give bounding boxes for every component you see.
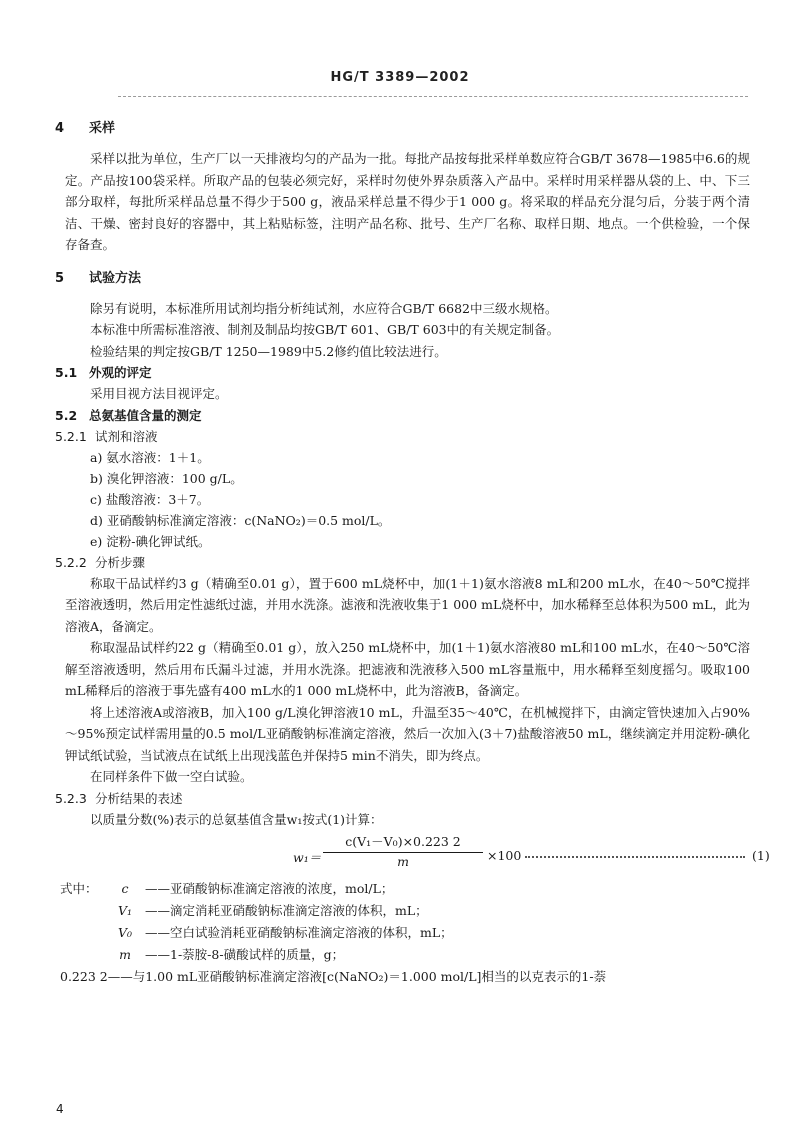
section-title: 试剂和溶液 [95, 428, 158, 444]
section-5-2-2-heading [55, 552, 755, 573]
formula-denominator: m [397, 854, 409, 869]
formula-leader-dots [525, 856, 745, 858]
page-header-standard-code: HG/T 3389—2002 [330, 70, 470, 85]
formula-1 [55, 832, 770, 876]
section-title: 采样 [89, 121, 116, 136]
section-5-1-heading [55, 362, 755, 383]
procedure-paragraph: 在同样条件下做一空白试验。 [90, 769, 253, 784]
definition-row [55, 922, 755, 944]
section-number: 5.2.1 [55, 428, 87, 444]
page-number: 4 [56, 1102, 64, 1116]
reagent-item: d) 亚硝酸钠标准滴定溶液：c(NaNO₂)＝0.5 mol/L。 [90, 512, 391, 528]
procedure-paragraph: 将上述溶液A或溶液B，加入100 g/L溴化钾溶液10 mL，升温至35～40℃，在机械搅拌下，由滴定管快速加入占90%～95%预定试样需用量的0.5 mol/L亚硝酸钠标准滴定溶液，然后一次加入(3＋7)盐酸溶液50 mL，继续滴定并用淀粉-碘化钾试纸试验，当试液点在试纸上出现浅蓝色并保持5 min不消失，即为终点。 [65, 704, 750, 763]
definition-label [55, 944, 105, 966]
section-title: 分析结果的表述 [95, 790, 183, 806]
section-5-heading [55, 268, 755, 290]
definition-symbol: V₀ [117, 925, 133, 940]
section-5-intro-3: 检验结果的判定按GB/T 1250—1989中5.2修约值比较法进行。 [90, 343, 447, 359]
definition-label: 式中： [60, 881, 98, 896]
definition-row [55, 944, 755, 966]
definition-label [55, 900, 105, 922]
formula-lhs: w₁＝ [293, 850, 322, 865]
header-divider [118, 96, 748, 97]
formula-numerator: c(V₁－V₀)×0.223 2 [323, 832, 483, 853]
section-4-heading [55, 118, 755, 140]
definition-row [55, 878, 755, 900]
document-body [55, 118, 770, 987]
procedure-paragraph: 称取干品试样约3 g（精确至0.01 g），置于600 mL烧杯中，加(1＋1)氨水溶液8 mL和200 mL水，在40～50℃搅拌至溶液透明，然后用定性滤纸过滤，并用水洗涤。滤液和洗液收集于1 000 mL烧杯中，加水稀释至总体积为500 mL，此为溶液A，备滴定。 [65, 575, 750, 634]
section-number: 5.1 [55, 365, 78, 380]
constant-footnote: 0.223 2——与1.00 mL亚硝酸钠标准滴定溶液[c(NaNO₂)＝1.000 mol/L]相当的以克表示的1-萘 [60, 969, 607, 984]
reagent-item: e) 淀粉-碘化钾试纸。 [90, 533, 211, 549]
section-number: 5.2.3 [55, 790, 87, 806]
result-intro: 以质量分数(%)表示的总氨基值含量w₁按式(1)计算： [90, 811, 383, 827]
definition-text: ——空白试验消耗亚硝酸钠标准滴定溶液的体积，mL； [145, 925, 453, 940]
definition-row [55, 900, 755, 922]
formula-definitions [55, 878, 755, 966]
section-number: 5 [55, 270, 65, 286]
formula-multiplier: ×100 [487, 848, 522, 863]
reagent-item: b) 溴化钾溶液：100 g/L。 [90, 470, 243, 486]
definition-text: ——亚硝酸钠标准滴定溶液的浓度，mol/L； [145, 881, 394, 896]
definition-symbol: V₁ [117, 903, 133, 918]
definition-text: ——滴定消耗亚硝酸钠标准滴定溶液的体积，mL； [145, 903, 428, 918]
definition-symbol: c [121, 881, 129, 896]
section-5-intro-2: 本标准中所需标准溶液、制剂及制品均按GB/T 601、GB/T 603中的有关规定制备。 [90, 322, 560, 337]
section-number: 5.2 [55, 407, 78, 423]
section-5-2-3-heading [55, 788, 755, 809]
section-title: 总氨基值含量的测定 [89, 407, 202, 423]
definition-symbol: m [119, 947, 131, 962]
procedure-paragraph: 称取湿品试样约22 g（精确至0.01 g），放入250 mL烧杯中，加(1＋1)氨水溶液80 mL和100 mL水，在40～50℃溶解至溶液透明，然后用布氏漏斗过滤，并用水洗涤。把滤液和洗液移入500 mL容量瓶中，用水稀释至刻度摇匀。吸取100 mL稀释后的溶液于事先盛有400 mL水的1 000 mL烧杯中，此为溶液B，备滴定。 [65, 640, 750, 698]
formula-equation-number: (1) [752, 848, 770, 863]
reagent-item: a) 氨水溶液：1＋1。 [90, 449, 210, 465]
section-title: 外观的评定 [89, 365, 152, 380]
definition-label [55, 922, 105, 944]
section-number: 4 [55, 121, 65, 136]
reagent-item: c) 盐酸溶液：3＋7。 [90, 491, 210, 507]
section-5-2-1-heading [55, 426, 755, 447]
formula-fraction [323, 832, 483, 869]
section-5-2-heading [55, 405, 755, 426]
section-4-paragraph: 采样以批为单位，生产厂以一天排液均匀的产品为一批。每批产品按每批采样单数应符合GB/T 3678—1985中6.6的规定。产品按100袋采样。所取产品的包装必须完好，采样时勿使外界杂质落入产品中。采样时用采样器从袋的上、中、下三部分取样，每批所采样品总量不得少于500 g，液品采样总量不得少于1 000 g。将采取的样品充分混匀后，分装于两个清洁、干燥、密封良好的容器中，其上粘贴标签，注明产品名称、批号、生产厂名称、取样日期、地点。一个供检验，一个保存备查。 [65, 151, 750, 252]
section-title: 分析步骤 [95, 554, 146, 570]
section-5-intro-1: 除另有说明，本标准所用试剂均指分析纯试剂，水应符合GB/T 6682中三级水规格。 [90, 300, 558, 316]
section-number: 5.2.2 [55, 554, 87, 570]
section-title: 试验方法 [89, 270, 142, 286]
definition-text: ——1-萘胺-8-磺酸试样的质量，g； [145, 947, 345, 962]
section-5-1-text: 采用目视方法目视评定。 [90, 386, 228, 401]
